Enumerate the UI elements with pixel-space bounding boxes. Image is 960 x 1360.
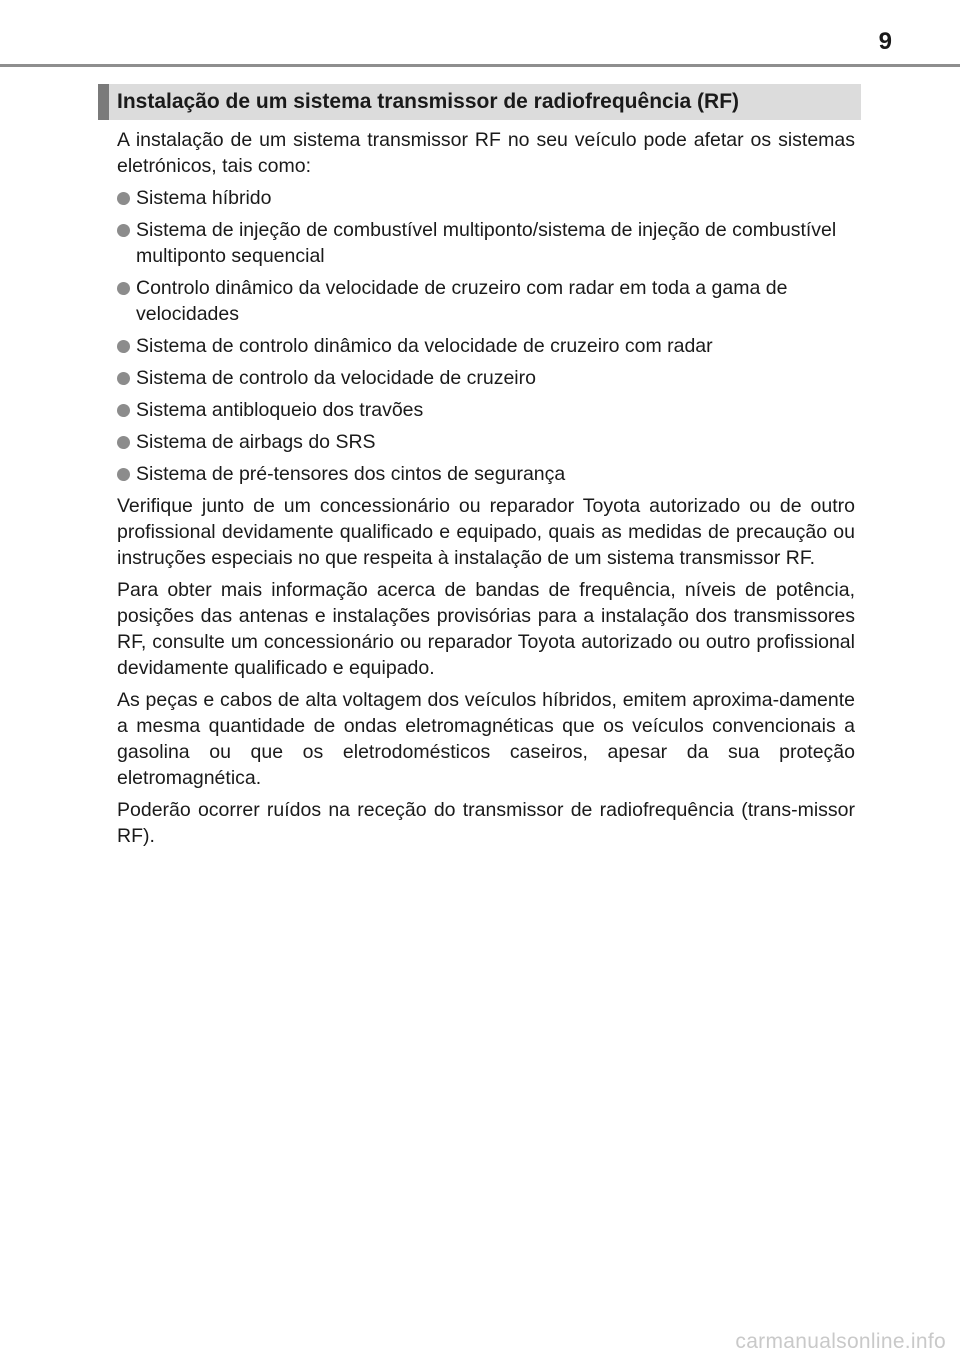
list-item: [117, 397, 855, 423]
list-item: [117, 461, 855, 487]
list-item: [117, 365, 855, 391]
list-item-text: Sistema de pré-tensores dos cintos de segurança: [136, 463, 566, 485]
list-item: [117, 333, 855, 359]
list-item: [117, 217, 855, 269]
top-rule: [0, 64, 960, 67]
paragraph-dealer-check: Verifique junto de um concessionário ou reparador Toyota autorizado ou de outro profissional devidamente qualificado e equipado, quais as medidas de precaução ou instruções especiais no que respeita à instalação de um sistema transmissor RF.: [117, 495, 855, 569]
list-item-text: Sistema de controlo dinâmico da velocidade de cruzeiro com radar: [136, 335, 713, 357]
list-item-text: Sistema de airbags do SRS: [136, 431, 376, 453]
bullet-icon: [117, 340, 130, 353]
watermark: carmanualsonline.info: [735, 1330, 946, 1353]
list-item-text: Sistema de injeção de combustível multiponto/sistema de injeção de combustível multiponto sequencial: [136, 219, 837, 267]
bullet-icon: [117, 404, 130, 417]
list-item-text: Controlo dinâmico da velocidade de cruzeiro com radar em toda a gama de velocidades: [136, 277, 788, 325]
bullet-list: [117, 185, 855, 487]
list-item: [117, 429, 855, 455]
bullet-icon: [117, 282, 130, 295]
bullet-icon: [117, 468, 130, 481]
bullet-icon: [117, 192, 130, 205]
content-body: [117, 127, 855, 855]
section-header: [98, 84, 861, 120]
list-item: [117, 185, 855, 211]
paragraph-more-info: Para obter mais informação acerca de bandas de frequência, níveis de potência, posições das antenas e instalações provisórias para a instalação dos transmissores RF, consulte um concessionário ou reparador Toyota autorizado ou outro profissional devidamente qualificado e equipado.: [117, 579, 855, 679]
list-item-text: Sistema antibloqueio dos travões: [136, 399, 424, 421]
paragraph-emissions: As peças e cabos de alta voltagem dos veículos híbridos, emitem aproxima-damente a mesma quantidade de ondas eletromagnéticas que os veículos convencionais a gasolina ou que os eletrodomésticos caseiros, apesar da sua proteção eletromagnética.: [117, 689, 855, 789]
list-item-text: Sistema de controlo da velocidade de cruzeiro: [136, 367, 536, 389]
bullet-icon: [117, 224, 130, 237]
list-item: [117, 275, 855, 327]
bullet-icon: [117, 436, 130, 449]
page-number: 9: [878, 28, 892, 55]
paragraph-noise: Poderão ocorrer ruídos na receção do transmissor de radiofrequência (trans-missor RF).: [117, 799, 855, 847]
list-item-text: Sistema híbrido: [136, 187, 272, 209]
section-title: Instalação de um sistema transmissor de radiofrequência (RF): [117, 90, 740, 113]
bullet-icon: [117, 372, 130, 385]
intro-paragraph: A instalação de um sistema transmissor RF no seu veículo pode afetar os sistemas eletrónicos, tais como:: [117, 129, 855, 177]
